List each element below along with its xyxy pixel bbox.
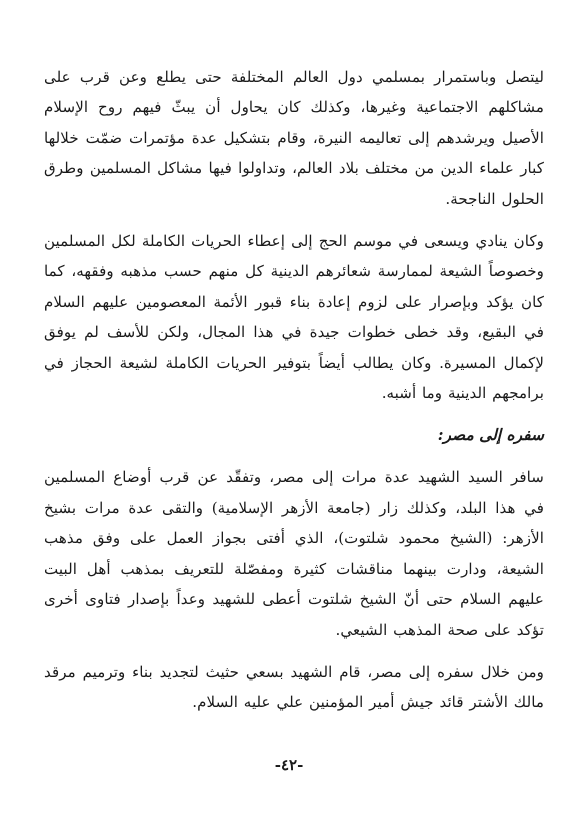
page-number: -٤٢- (274, 756, 304, 774)
paragraph-malik-shrine: ومن خلال سفره إلى مصر، قام الشهيد بسعي حثيث لتجديد بناء وترميم مرقد مالك الأشتر قائد جيش أمير المؤمنين علي عليه السلام. (44, 662, 544, 712)
page-body (44, 62, 544, 718)
paragraph-egypt-visits: سافر السيد الشهيد عدة مرات إلى مصر، وتفقّد عن قرب أوضاع المسلمين في هذا البلد، وكذلك زار (جامعة الأزهر الإسلامية) والتقى عدة مرات بشيخ الأزهر: (الشيخ محمود شلتوت)، الذي أفتى بجواز العمل على وفق مذهب الشيعة، ودارت بينهما مناقشات كثيرة ومفصّلة للتعريف بمذهب أهل البيت عليهم السلام حتى أنّ الشيخ شلتوت أعطى للشهيد وعداً بإصدار فتاوى أخرى تؤكد على صحة المذهب الشيعي. (44, 468, 544, 639)
paragraph-hajj: وكان ينادي ويسعى في موسم الحج إلى إعطاء الحريات الكاملة لكل المسلمين وخصوصاً الشيعة لممارسة شعائرهم الدينية كل منهم حسب مذهبه وفقهه، كما كان يؤكد وبإصرار على لزوم إعادة بناء قبور الأئمة المعصومين عليهم السلام في البقيع، وقد خطى خطوات جيدة في هذا المجال، ولكن للأسف لم يوفق لإكمال المسيرة. وكان يطالب أيضاً بتوفير الحريات الكاملة لشيعة الحجاز في برامجهم الدينية وما أشبه. (44, 232, 544, 403)
section-heading-egypt: سفره إلى مصر: (437, 425, 544, 445)
paragraph-intro: ليتصل وباستمرار بمسلمي دول العالم المختلفة حتى يطلع وعن قرب على مشاكلهم الاجتماعية وغيرها، وكذلك كان يحاول أن يبثّ فيهم روح الإسلام الأصيل ويرشدهم إلى تعاليمه النيرة، وقام بتشكيل عدة مؤتمرات ضمّت خلالها كبار علماء الدين من مختلف بلاد العالم، وتداولوا فيها مشاكل المسلمين وطرق الحلول الناجحة. (44, 68, 544, 208)
